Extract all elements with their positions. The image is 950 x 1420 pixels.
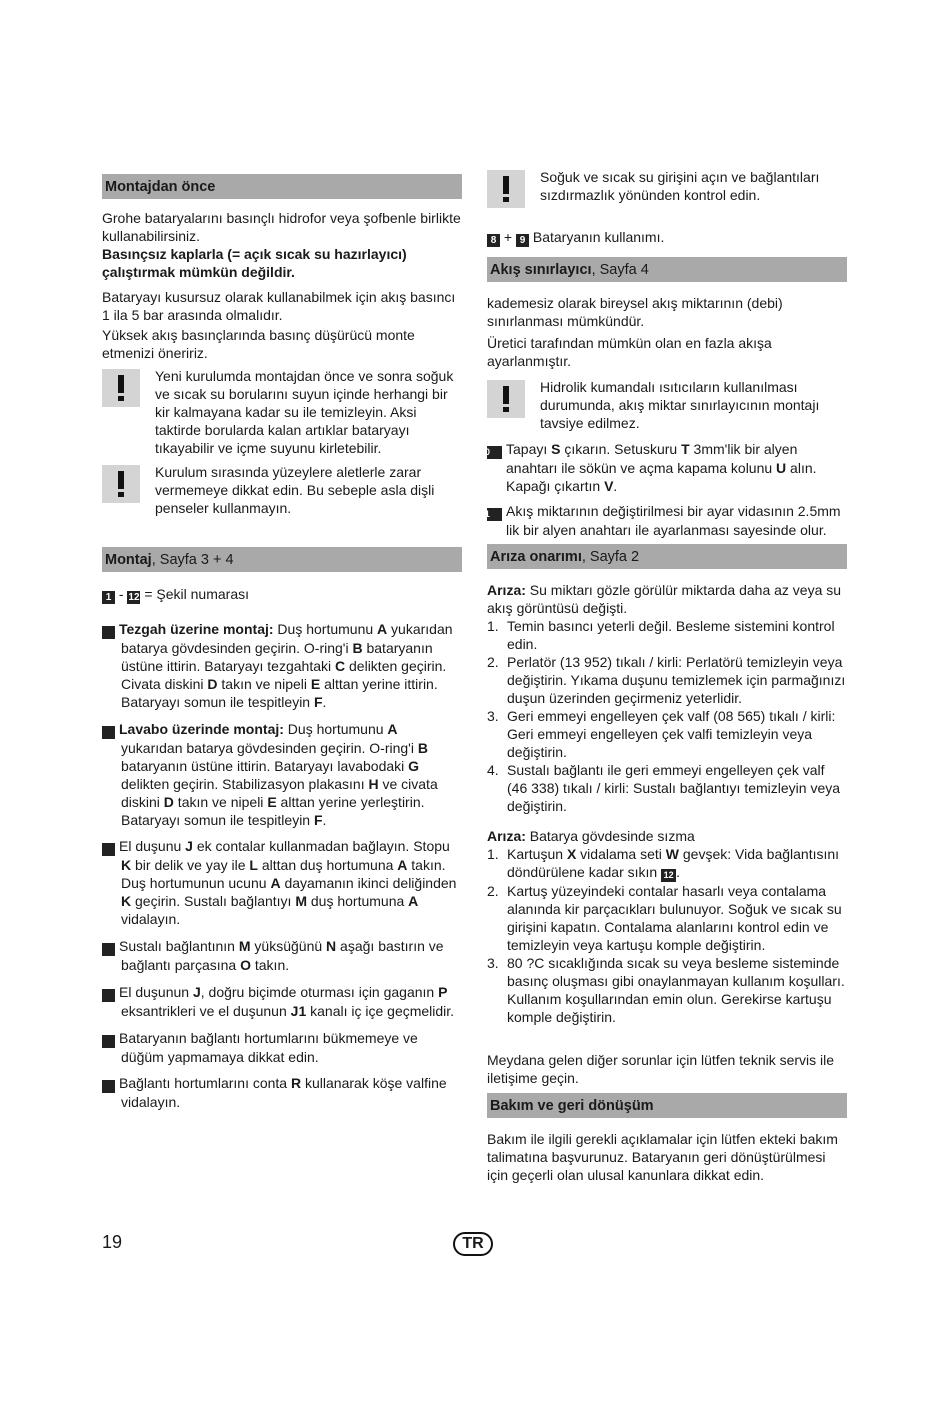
pressure-text: Bataryayı kusursuz olarak kullanabilmek için akış basıncı 1 ila 5 bar arasında olmalıdır.	[102, 289, 456, 323]
language-badge: TR	[453, 1232, 493, 1256]
list-item-number: 4.	[487, 762, 499, 778]
list-item-text: Perlatör (13 952) tıkalı / kirli: Perlatörü temizleyin veya değiştirin. Yıkama duşunu temizlemek için parmağınızı duşun üzerinden geçirmeniz yeterlidir.	[507, 654, 846, 706]
fault-1-list	[487, 617, 847, 815]
list-item	[487, 954, 847, 990]
list-item	[487, 653, 847, 707]
step-2: 2 Lavabo üzerinde montaj: Duş hortumunu A yukarıdan batarya gövdesinden geçirin. O-ring'i B bataryanın üstüne ittirin. Bataryayı lavabodaki G delikten geçirin. Stabilizasyon plakasını H ve civata diskini D takın ve nipeli E alttan yerine yerleştirin. Bataryayı somun ile tespitleyin F.	[96, 721, 438, 828]
list-item	[487, 707, 847, 761]
list-item-number: 2.	[487, 654, 499, 670]
reducer-paragraph	[102, 326, 462, 362]
section-heading-flow-limiter: Akış sınırlayıcı, Sayfa 4	[487, 257, 847, 282]
max-flow-paragraph	[487, 334, 847, 370]
list-item-continuation: Kullanım koşullarından emin olun. Gerekirse kartuşu komple değiştirin.	[507, 991, 832, 1025]
fault-2	[487, 827, 847, 1026]
list-item: 1. Kartuşun X vidalama seti W gevşek: Vida bağlantısını döndürülene kadar sıkın 12 .	[487, 846, 840, 880]
fault-2-list	[487, 882, 847, 990]
max-flow-text: Üretici tarafından mümkün olan en fazla akışa ayarlanmıştır.	[487, 335, 772, 369]
reducer-text: Yüksek akış basınçlarında basınç düşürücü monte etmenizi öneririz.	[102, 327, 415, 361]
warning-icon	[487, 170, 525, 208]
step-number-badge: 7	[102, 1080, 115, 1093]
list-item	[487, 761, 847, 815]
list-item-text: Geri emmeyi engelleyen çek valf (08 565) tıkalı / kirli: Geri emmeyi engelleyen çek valfi temizleyin veya değiştirin.	[507, 708, 836, 760]
flow-paragraph	[487, 294, 847, 330]
section-heading-before-install: Montajdan önce	[102, 174, 462, 199]
list-item-text: Sustalı bağlantı ile geri emmeyi engelleyen çek valf (46 338) tıkalı / kirli: Sustalı bağlantıyı temizleyin veya değiştirin.	[507, 762, 841, 814]
figure-number-badge: 9	[516, 234, 529, 247]
list-item-number: 1.	[487, 618, 499, 634]
warning-text: Hidrolik kumandalı ısıtıcıların kullanılması durumunda, akış miktar sınırlayıcının montajı tavsiye edilmez.	[540, 379, 820, 431]
other-issues-text: Meydana gelen diğer sorunlar için lütfen teknik servis ile iletişime geçin.	[487, 1052, 835, 1086]
warning-icon	[102, 369, 140, 407]
step-3: 3 El duşunu J ek contalar kullanmadan bağlayın. Stopu K bir delik ve yay ile L alttan duş hortumuna A takın. Duş hortumunun ucunu A dayamanın ikinci deliğinden K geçirin. Sustalı bağlantıyı M duş hortumuna A vidalayın.	[96, 838, 457, 927]
list-item-text: Kartuş yüzeyindeki contalar hasarlı veya contalama alanında kir parçacıkları bulunuyor. Soğuk ve sıcak su girişini kapatın. Contalama alanlarını kontrol edin ve temizleyin veya kartuşu komple değiştirin.	[507, 883, 842, 953]
step-1: 1 Tezgah üzerine montaj: Duş hortumunu A yukarıdan batarya gövdesinden geçirin. O-ring'i B bataryanın üstüne ittirin. Bataryayı tezgahtaki C delikten geçirin. Civata diskini D takın ve nipeli E alttan yerine ittirin. Bataryayı somun ile tespitleyin F.	[96, 621, 453, 710]
maintenance-text: Bakım ile ilgili gerekli açıklamalar için lütfen ekteki bakım talimatına başvurunuz. Bataryanın geri dönüştürülmesi için geçerli olan ulusal kanunlara dikkat edin.	[487, 1131, 838, 1183]
intro-paragraph	[102, 209, 462, 281]
section-heading-installation: Montaj, Sayfa 3 + 4	[102, 547, 462, 572]
flow-text: kademesiz olarak bireysel akış miktarının (debi) sınırlanması mümkündür.	[487, 295, 783, 329]
list-item	[487, 617, 847, 653]
step-number-badge: 1	[102, 626, 115, 639]
step-number-badge: 5	[102, 989, 115, 1002]
fault-2-description: Arıza: Batarya gövdesinde sızma	[487, 828, 695, 844]
step-5: 5 El duşunun J, doğru biçimde oturması için gaganın P eksantrikleri ve el duşunun J1 kanalı iç içe geçmelidir.	[96, 984, 455, 1019]
other-issues-paragraph	[487, 1051, 847, 1087]
figure-number-badge: 12	[661, 869, 676, 882]
figure-range-note: 1 - 12 = Şekil numarası	[102, 585, 462, 604]
warning-text: Soğuk ve sıcak su girişini açın ve bağlantıları sızdırmazlık yönünden kontrol edin.	[540, 169, 820, 203]
section-heading-troubleshooting: Arıza onarımı, Sayfa 2	[487, 544, 847, 569]
intro-warning-text: Basınçsız kaplarla (= açık sıcak su hazırlayıcı) çalıştırmak mümkün değildir.	[102, 246, 407, 280]
page-number: 19	[102, 1232, 123, 1252]
figure-number-badge: 12	[128, 592, 140, 603]
list-item-number: 2.	[487, 883, 499, 899]
step-11: 11 Akış miktarının değiştirilmesi bir ayar vidasının 2.5mm lik bir alyen anahtarı ile ayarlanması sayesinde olur.	[480, 503, 841, 538]
step-number-badge: 11	[487, 508, 502, 521]
pressure-paragraph	[102, 288, 462, 324]
step-number-badge: 4	[102, 943, 115, 956]
section-heading-maintenance: Bakım ve geri dönüşüm	[487, 1093, 847, 1118]
step-7: 7 Bağlantı hortumlarını conta R kullanarak köşe valfine vidalayın.	[96, 1075, 447, 1110]
list-item-text: Temin basıncı yeterli değil. Besleme sistemini kontrol edin.	[507, 618, 835, 652]
step-4: 4 Sustalı bağlantının M yüksüğünü N aşağı bastırın ve bağlantı parçasına O takın.	[96, 938, 444, 973]
fault-1	[487, 581, 847, 815]
list-item	[487, 882, 847, 954]
warning-text: Kurulum sırasında yüzeylere aletlerle zarar vermemeye dikkat edin. Bu sebeple asla dişli penseler kullanmayın.	[155, 464, 435, 516]
step-number-badge: 10	[487, 446, 502, 459]
step-number-badge: 2	[102, 726, 115, 739]
warning-icon	[102, 465, 140, 503]
step-10: 10 Tapayı S çıkarın. Setuskuru T 3mm'lik bir alyen anahtarı ile sökün ve açma kapama kolunu U alın. Kapağı çıkartın V.	[479, 441, 817, 494]
step-number-badge: 3	[102, 843, 115, 856]
figure-number-badge: 1	[102, 591, 115, 604]
usage-note: 8 + 9 Bataryanın kullanımı.	[487, 228, 847, 247]
warning-text: Yeni kurulumda montajdan önce ve sonra soğuk ve sıcak su borularını suyun içinde herhangi bir kir kalmayana kadar su ile temizleyin. Aksi taktirde borularda kalan artıklar bataryayı tıkayabilir ve içme suyunu kirletebilir.	[155, 368, 454, 456]
figure-number-badge: 8	[487, 234, 500, 247]
fault-1-description: Arıza: Su miktarı gözle görülür miktarda daha az veya su akış görüntüsü değişti.	[487, 582, 842, 616]
step-number-badge: 6	[102, 1035, 115, 1048]
list-item-text: 80 ?C sıcaklığında sıcak su veya besleme sisteminde basınç oluşması gibi onaylanmayan kullanım koşulları.	[507, 955, 845, 989]
list-item-number: 3.	[487, 955, 499, 971]
warning-icon	[487, 380, 525, 418]
list-item-number: 3.	[487, 708, 499, 724]
maintenance-paragraph	[487, 1130, 847, 1184]
step-6: 6 Bataryanın bağlantı hortumlarını bükmemeye ve düğüm yapmamaya dikkat edin.	[96, 1030, 418, 1065]
intro-text: Grohe bataryalarını basınçlı hidrofor veya şofbenle birlikte kullanabilirsiniz.	[102, 210, 461, 244]
